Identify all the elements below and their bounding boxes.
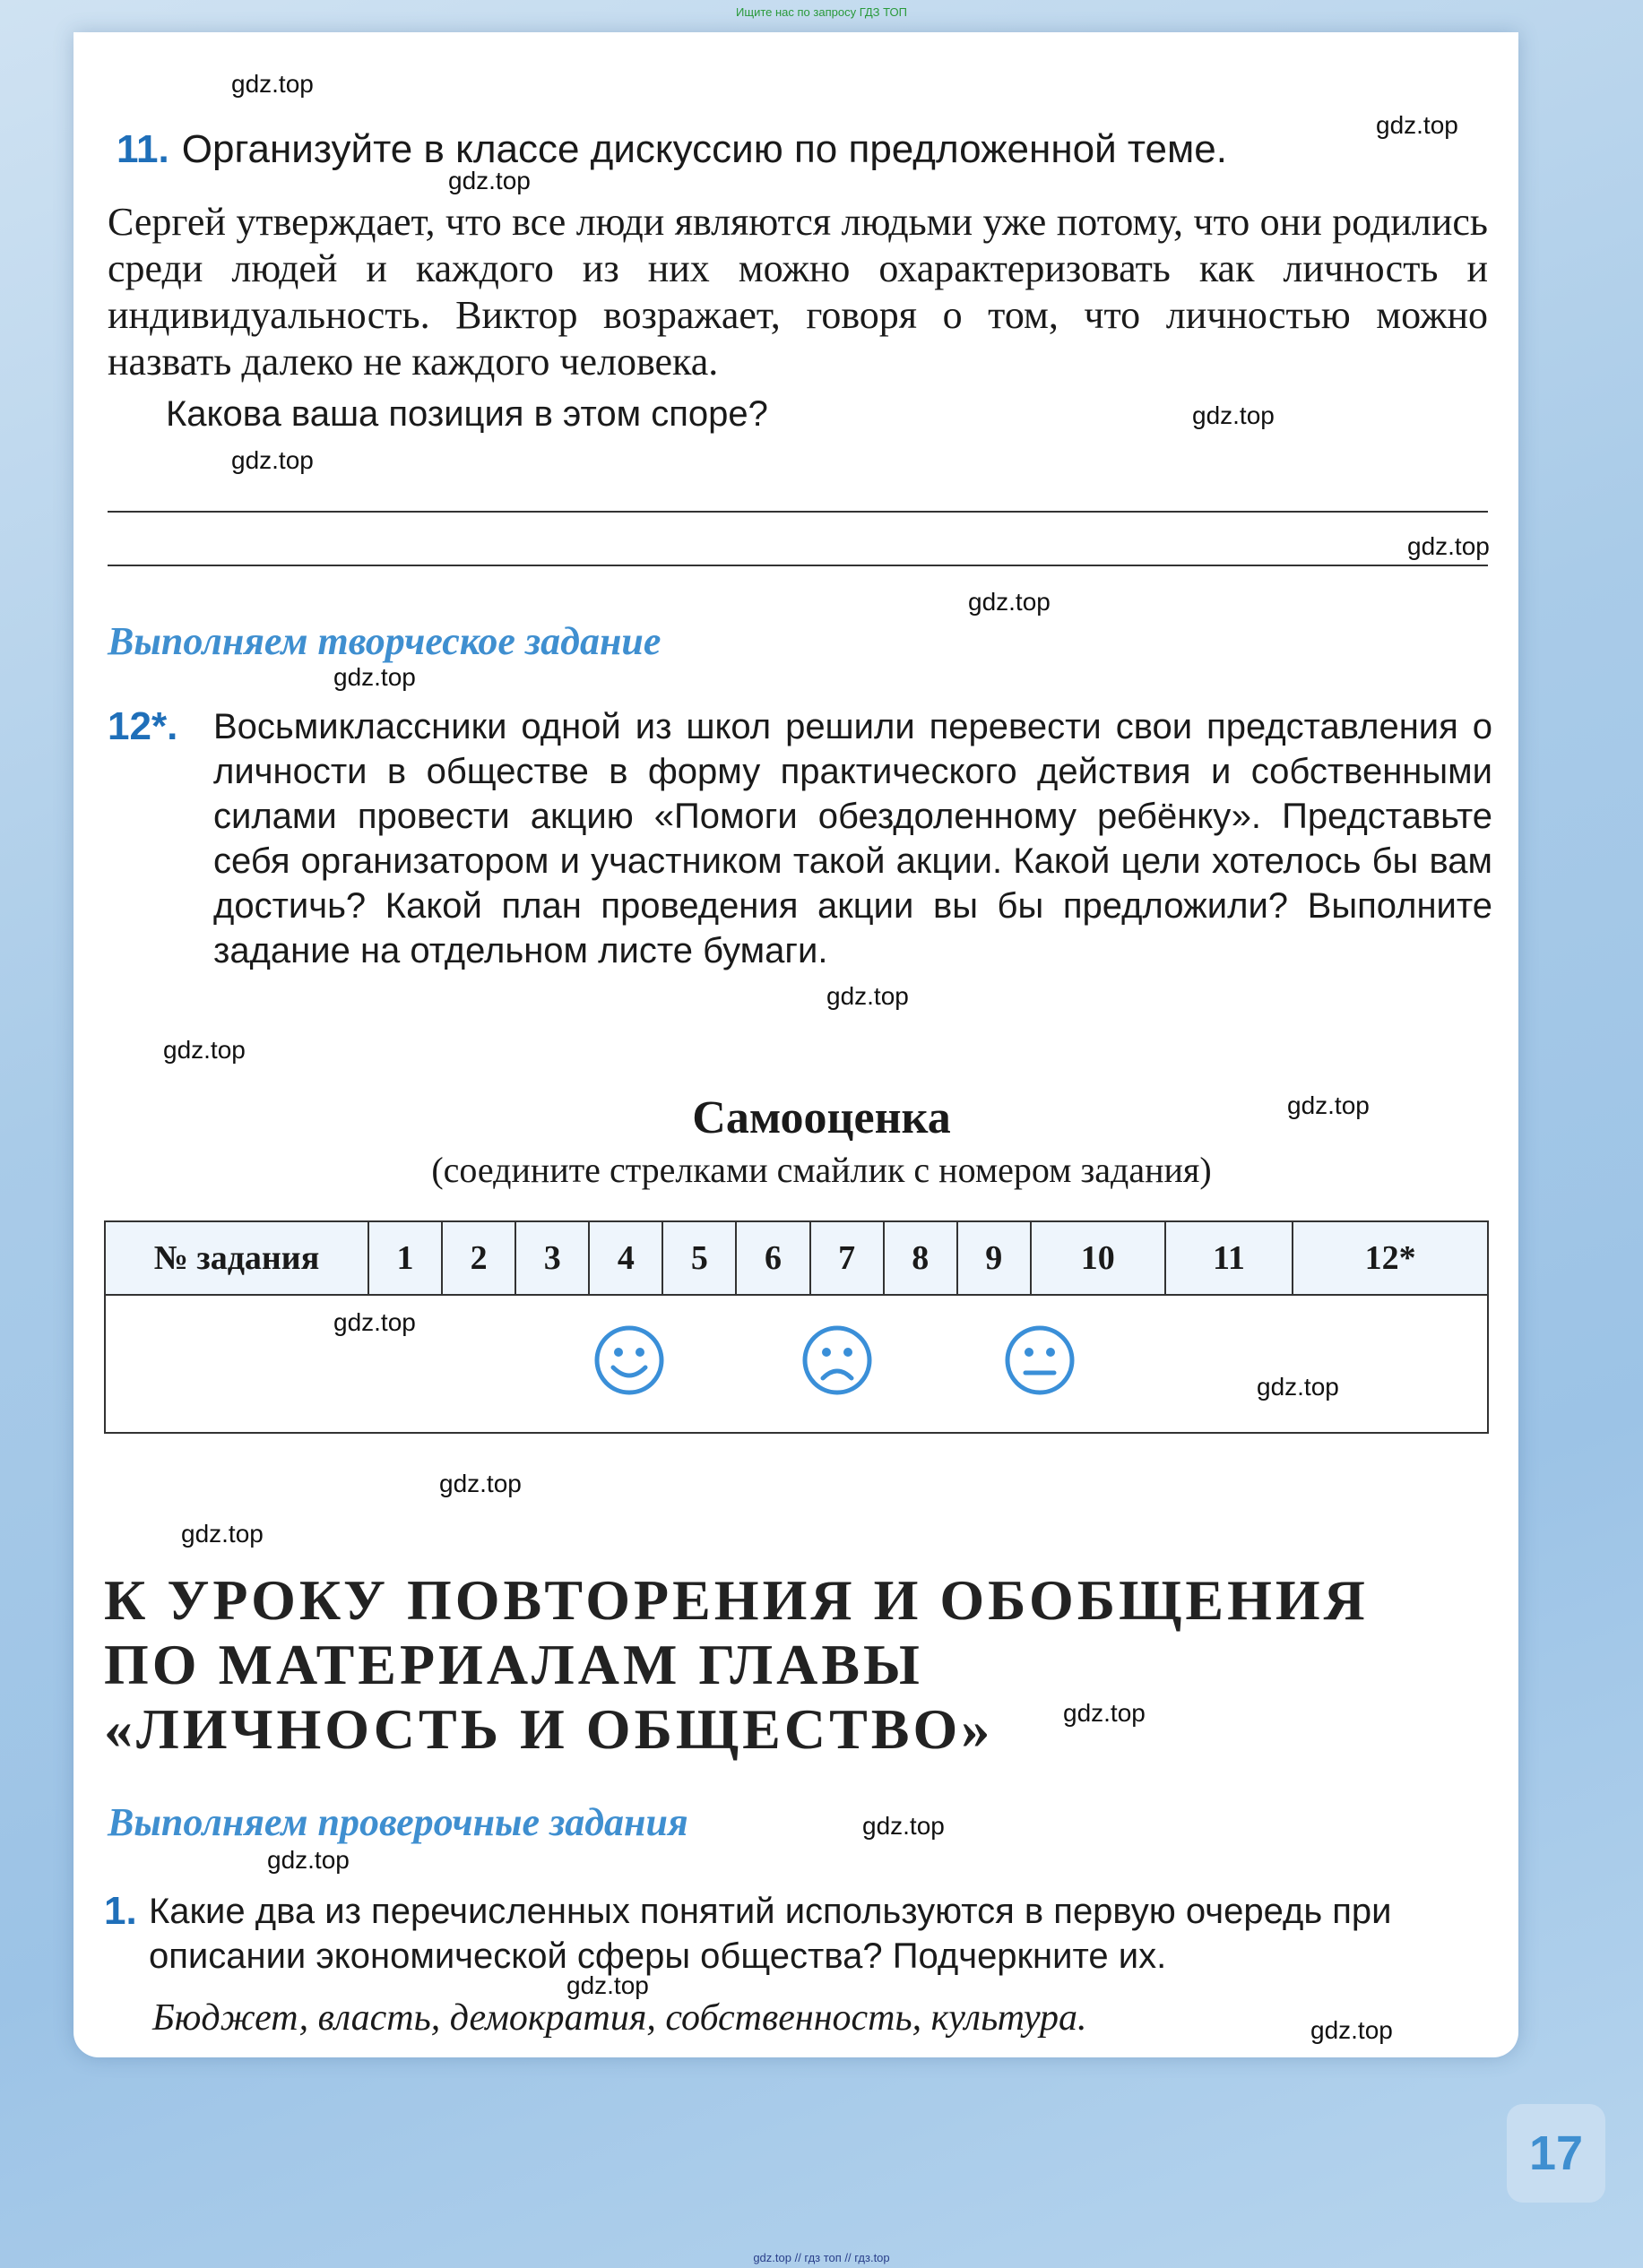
watermark: gdz.top xyxy=(1287,1091,1370,1119)
table-row xyxy=(105,1295,1488,1433)
task-12-text: Восьмиклассники одной из школ решили перевести свои представления о личности в обществе в форму практического действия и собственными силами провести акцию «Помоги обездоленному ребёнку». Представьте себя организатором и участником такой акции. Какой цели хотелось бы вам достичь? Какой план проведения акции вы бы предложили? Выполните задание на отдельном листе бумаги. xyxy=(213,707,1492,970)
task-number-cell: 7 xyxy=(810,1221,884,1295)
watermark: gdz.top xyxy=(333,663,416,691)
task-12-number: 12*. xyxy=(108,704,178,748)
task-number-cell: 9 xyxy=(957,1221,1031,1295)
sad-face-icon[interactable] xyxy=(801,1324,873,1396)
task-1-options: Бюджет, власть, демократия, собственность, культура. xyxy=(152,1997,1087,2039)
task-number-cell: 3 xyxy=(515,1221,589,1295)
watermark: gdz.top xyxy=(231,446,314,474)
happy-face-icon[interactable] xyxy=(593,1324,665,1396)
self-assessment-title: Самооценка xyxy=(692,1092,951,1143)
self-assessment-table xyxy=(104,1220,1489,1434)
task-number-cell: 2 xyxy=(442,1221,515,1295)
watermark: gdz.top xyxy=(333,1308,416,1336)
task-number-cell: 6 xyxy=(736,1221,809,1295)
bottom-note: gdz.top // гдз топ // гдз.top xyxy=(753,2251,890,2264)
smiley-area[interactable] xyxy=(105,1295,1488,1433)
watermark: gdz.top xyxy=(1192,401,1275,429)
task-number-cell: 10 xyxy=(1031,1221,1165,1295)
watermark: gdz.top xyxy=(968,588,1051,616)
chapter-heading-line: «ЛИЧНОСТЬ И ОБЩЕСТВО» xyxy=(104,1697,994,1761)
watermark: gdz.top xyxy=(231,70,314,98)
task-number-cell: 11 xyxy=(1165,1221,1293,1295)
chapter-heading-line: К УРОКУ ПОВТОРЕНИЯ И ОБОБЩЕНИЯ xyxy=(104,1568,1369,1632)
chapter-heading xyxy=(104,1568,1369,1762)
neutral-face-icon[interactable] xyxy=(1004,1324,1076,1396)
creative-section-heading: Выполняем творческое задание xyxy=(108,619,662,663)
watermark: gdz.top xyxy=(566,1971,649,1999)
task-11-title: Организуйте в классе дискуссию по предложенной теме. xyxy=(181,127,1227,171)
task-number-cell: 8 xyxy=(884,1221,957,1295)
table-row xyxy=(105,1221,1488,1295)
watermark: gdz.top xyxy=(439,1470,522,1497)
task-1-number: 1. xyxy=(104,1889,137,1933)
watermark: gdz.top xyxy=(1376,111,1458,139)
answer-line xyxy=(108,565,1488,566)
watermark: gdz.top xyxy=(181,1520,264,1548)
watermark: gdz.top xyxy=(862,1812,945,1840)
answer-line xyxy=(108,511,1488,513)
task-number-cell: 5 xyxy=(662,1221,736,1295)
page-number: 17 xyxy=(1507,2104,1605,2203)
task-1 xyxy=(104,1889,1489,1979)
watermark: gdz.top xyxy=(826,982,909,1010)
watermark: gdz.top xyxy=(1257,1373,1339,1401)
watermark: gdz.top xyxy=(163,1036,246,1064)
chapter-heading-line: ПО МАТЕРИАЛАМ ГЛАВЫ xyxy=(104,1633,923,1696)
task-11-text: Сергей утверждает, что все люди являются людьми уже потому, что они родились среди людей и каждого из них можно охарактеризовать как личность и индивидуальность. Виктор возражает, говоря о том, что личностью можно назвать далеко не каждого человека. xyxy=(108,200,1488,384)
task-11-number: 11. xyxy=(117,127,169,171)
watermark: gdz.top xyxy=(1310,2016,1393,2044)
task-number-cell: 1 xyxy=(368,1221,442,1295)
task-1-text: Какие два из перечисленных понятий используются в первую очередь при описании экономической сферы общества? Подчеркните их. xyxy=(149,1892,1392,1976)
task-12 xyxy=(108,704,1492,973)
task-11-question: Какова ваша позиция в этом споре? xyxy=(166,394,768,434)
task-11-heading xyxy=(117,124,1227,176)
task-number-cell: 12* xyxy=(1293,1221,1488,1295)
task-number-cell: 4 xyxy=(589,1221,662,1295)
watermark: gdz.top xyxy=(448,167,531,194)
self-assessment-subtitle: (соедините стрелками смайлик с номером задания) xyxy=(431,1150,1212,1190)
watermark: gdz.top xyxy=(267,1846,350,1874)
task-number-label: № задания xyxy=(105,1221,368,1295)
top-note: Ищите нас по запросу ГДЗ ТОП xyxy=(736,5,907,19)
watermark: gdz.top xyxy=(1407,532,1490,560)
watermark: gdz.top xyxy=(1063,1699,1146,1727)
check-section-heading: Выполняем проверочные задания xyxy=(108,1800,688,1844)
